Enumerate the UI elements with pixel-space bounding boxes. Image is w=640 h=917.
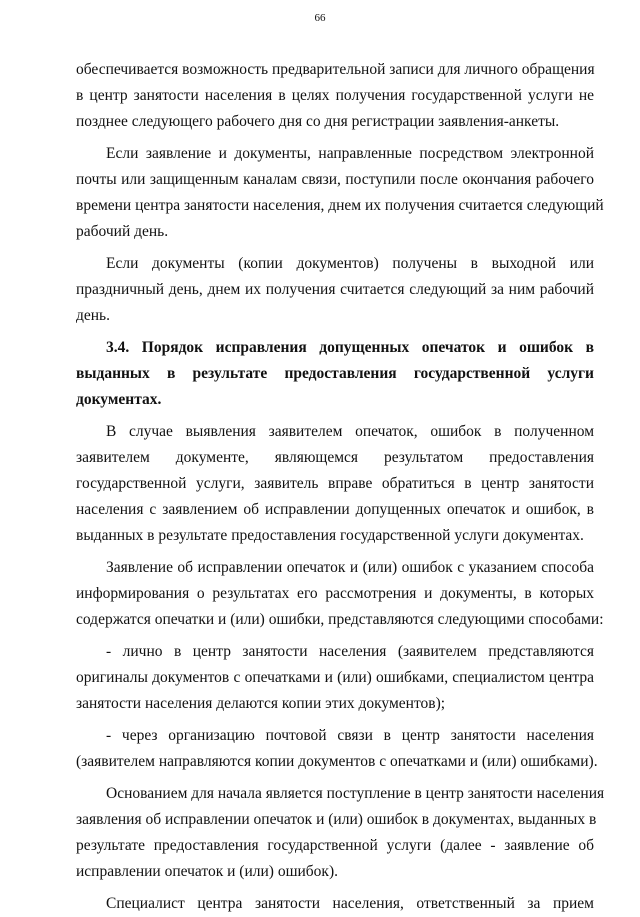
text-line: почты или защищенным каналам связи, поступили после окончания рабочего	[76, 171, 594, 188]
list-item	[76, 723, 598, 775]
heading-line: документах.	[76, 391, 162, 408]
text-line: день.	[76, 307, 111, 324]
text-line: праздничный день, днем их получения считается следующий за ним рабочий	[76, 281, 594, 298]
text-line: выданных в результате предоставления государственной услуги документах.	[76, 527, 584, 544]
text-line: населения с заявлением об исправлении допущенных опечаток и ошибок, в	[76, 501, 594, 518]
paragraph	[76, 57, 594, 135]
text-line: Заявление об исправлении опечаток и (или) ошибок с указанием способа	[106, 559, 594, 576]
section-heading	[76, 335, 594, 413]
text-line: Если заявление и документы, направленные посредством электронной	[106, 145, 594, 162]
document-body	[76, 57, 605, 917]
list-item	[76, 639, 594, 717]
text-line: занятости населения делаются копии этих документов);	[76, 695, 446, 712]
text-line: В случае выявления заявителем опечаток, ошибок в полученном	[106, 423, 594, 440]
text-line: Основанием для начала является поступление в центр занятости населения	[106, 785, 605, 802]
text-line: позднее следующего рабочего дня со дня регистрации заявления-анкеты.	[76, 113, 560, 130]
text-line: рабочий день.	[76, 223, 169, 240]
heading-line: выданных в результате предоставления государственной услуги	[76, 365, 594, 382]
text-line: - лично в центр занятости населения (заявителем представляются	[106, 643, 594, 660]
paragraph	[76, 419, 594, 549]
text-line: заявителем документе, являющемся результатом предоставления	[76, 449, 594, 466]
text-line: (заявителем направляются копии документов с опечатками и (или) ошибками).	[76, 753, 598, 770]
text-line: обеспечивается возможность предварительной записи для личного обращения	[76, 61, 595, 78]
text-line: государственной услуги, заявитель вправе обратиться в центр занятости	[76, 475, 594, 492]
text-line: заявления об исправлении опечаток и (или) ошибок в документах, выданных в	[76, 811, 597, 828]
text-line: Специалист центра занятости населения, ответственный за прием	[106, 895, 594, 912]
paragraph	[76, 141, 604, 245]
text-line: времени центра занятости населения, днем их получения считается следующий	[76, 197, 604, 214]
text-line: информирования о результатах его рассмотрения и документы, в которых	[76, 585, 594, 602]
text-line: результате предоставления государственной услуги (далее - заявление об	[76, 837, 594, 854]
text-line: Если документы (копии документов) получены в выходной или	[106, 255, 594, 272]
text-line: оригиналы документов с опечатками и (или) ошибками, специалистом центра	[76, 669, 594, 686]
page-number: 66	[314, 12, 326, 24]
text-line: - через организацию почтовой связи в центр занятости населения	[106, 727, 594, 744]
paragraph	[76, 781, 605, 885]
text-line: содержатся опечатки и (или) ошибки, представляются следующими способами:	[76, 611, 604, 628]
text-line: исправлении опечаток и (или) ошибок).	[76, 863, 339, 880]
text-line: в центр занятости населения в целях получения государственной услуги не	[76, 87, 594, 104]
heading-line: 3.4. Порядок исправления допущенных опечаток и ошибок в	[106, 339, 594, 356]
paragraph	[76, 555, 604, 633]
paragraph	[76, 251, 594, 329]
paragraph	[76, 891, 594, 917]
